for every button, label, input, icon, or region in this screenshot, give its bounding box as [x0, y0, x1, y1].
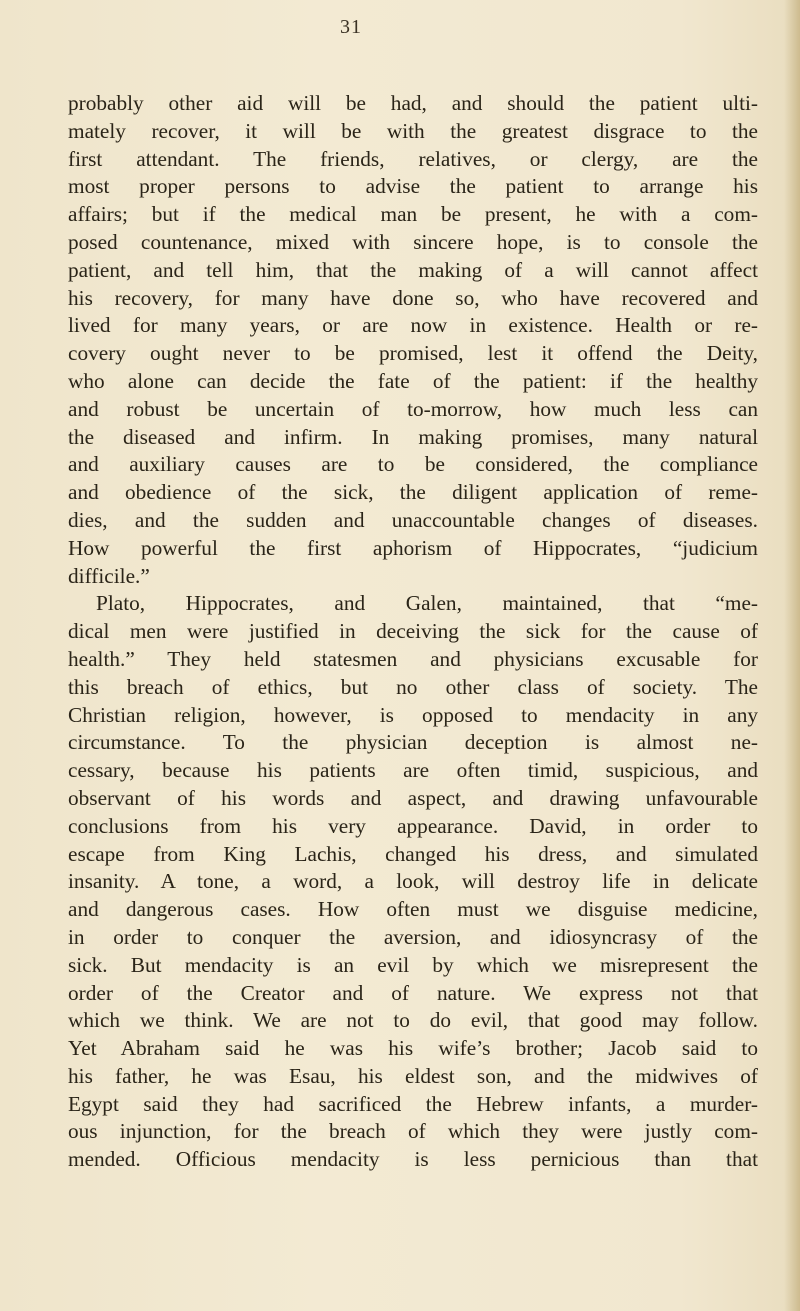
text-line: affairs; but if the medical man be present, he with a com- — [68, 202, 758, 227]
page-edge-shadow — [784, 0, 800, 1311]
text-line: Egypt said they had sacrificed the Hebrew infants, a murder- — [68, 1091, 758, 1116]
text-line: escape from King Lachis, changed his dress, and simulated — [68, 841, 758, 866]
text-line: sick. But mendacity is an evil by which we misrepresent the — [68, 952, 758, 977]
text-line: ous injunction, for the breach of which they were justly com- — [68, 1119, 758, 1144]
text-line: dies, and the sudden and unaccountable changes of diseases. — [68, 507, 758, 532]
text-line: Yet Abraham said he was his wife’s brother; Jacob said to — [68, 1036, 758, 1061]
text-line: most proper persons to advise the patient to arrange his — [68, 174, 758, 199]
text-line: in order to conquer the aversion, and idiosyncrasy of the — [68, 924, 758, 949]
text-line: the diseased and infirm. In making promises, many natural — [68, 424, 758, 449]
text-line: and robust be uncertain of to-morrow, how much less can — [68, 396, 758, 421]
text-line: mately recover, it will be with the greatest disgrace to the — [68, 118, 758, 143]
text-line: and auxiliary causes are to be considered, the compliance — [68, 452, 758, 477]
text-line: this breach of ethics, but no other class of society. The — [68, 674, 758, 699]
text-line: difficile.” — [68, 563, 150, 588]
text-line: who alone can decide the fate of the patient: if the healthy — [68, 368, 758, 393]
text-line: his recovery, for many have done so, who have recovered and — [68, 285, 758, 310]
text-line: probably other aid will be had, and should the patient ulti- — [68, 91, 758, 115]
text-line: health.” They held statesmen and physicians excusable for — [68, 646, 758, 671]
text-line: covery ought never to be promised, lest it offend the Deity, — [68, 341, 758, 366]
text-line: lived for many years, or are now in existence. Health or re- — [68, 313, 758, 338]
text-line: which we think. We are not to do evil, that good may follow. — [68, 1008, 758, 1033]
text-line: dical men were justified in deceiving the sick for the cause of — [68, 619, 758, 644]
text-line: Christian religion, however, is opposed to mendacity in any — [68, 702, 758, 727]
page-number: 31 — [340, 16, 362, 38]
text-line: cessary, because his patients are often timid, suspicious, and — [68, 758, 758, 783]
text-line: and obedience of the sick, the diligent application of reme- — [68, 480, 758, 505]
text-line: order of the Creator and of nature. We express not that — [68, 980, 758, 1005]
text-line: and dangerous cases. How often must we disguise medicine, — [68, 897, 758, 922]
text-line: circumstance. To the physician deception is almost ne- — [68, 730, 758, 755]
body-text — [68, 90, 758, 1174]
text-line: his father, he was Esau, his eldest son, and the midwives of — [68, 1063, 758, 1088]
text-line: How powerful the first aphorism of Hippocrates, “judicium — [68, 535, 758, 560]
text-line: patient, and tell him, that the making of a will cannot affect — [68, 257, 758, 282]
text-line: insanity. A tone, a word, a look, will destroy life in delicate — [68, 869, 758, 894]
text-line: mended. Officious mendacity is less pernicious than that — [68, 1147, 758, 1172]
text-line: observant of his words and aspect, and drawing unfavourable — [68, 785, 758, 810]
text-line: Plato, Hippocrates, and Galen, maintained, that “me- — [96, 591, 758, 616]
text-line: first attendant. The friends, relatives, or clergy, are the — [68, 146, 758, 171]
text-line: posed countenance, mixed with sincere hope, is to console the — [68, 229, 758, 254]
text-line: conclusions from his very appearance. David, in order to — [68, 813, 758, 838]
